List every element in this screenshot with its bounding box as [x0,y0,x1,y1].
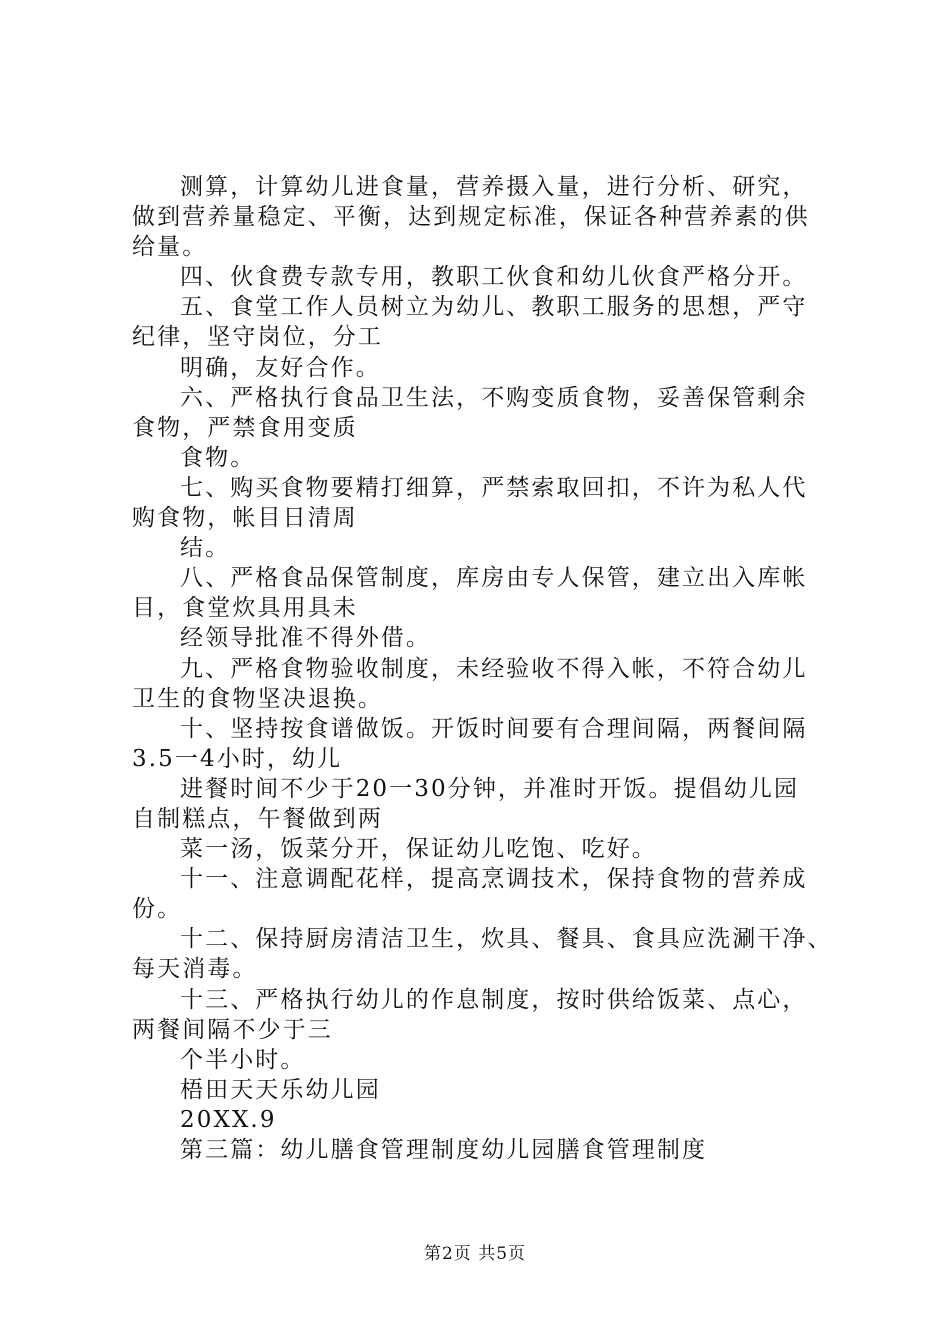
text-line: 每天消毒。 [132,956,258,983]
text-line: 两餐间隔不少于三 [132,1016,333,1043]
page-footer: 第2页 共5页 [423,1244,527,1264]
text-line: 测算，计算幼儿进食量，营养摄入量，进行分析、研究， [180,174,808,200]
text-line: 个半小时。 [180,1046,306,1073]
text-line: 食物，严禁食用变质 [132,414,358,441]
text-line: 做到营养量稳定、平衡，达到规定标准，保证各种营养素的供 [132,204,810,231]
text-line: 十一、注意调配花样，提高烹调技术，保持食物的营养成 [180,866,808,893]
document-body [132,172,852,1165]
text-line: 3.5一4小时，幼儿 [132,745,343,772]
text-line: 结。 [180,535,231,562]
text-line: 五、食堂工作人员树立为幼儿、教职工服务的思想，严守 [180,294,808,321]
text-line: 经领导批准不得外借。 [180,625,431,652]
text-line: 八、严格食品保管制度，库房由专人保管，建立出入库帐 [180,565,808,592]
text-line: 进餐时间不少于20一30分钟，并准时开饭。提倡幼儿园 [180,775,800,802]
text-line: 给量。 [132,234,208,261]
text-line: 食物。 [180,444,256,471]
text-line: 十、坚持按食谱做饭。开饭时间要有合理间隔，两餐间隔 [180,715,808,742]
text-line: 第三篇：幼儿膳食管理制度幼儿园膳食管理制度 [180,1137,708,1163]
text-line: 菜一汤，饭菜分开，保证幼儿吃饱、吃好。 [180,836,657,863]
text-line: 自制糕点，午餐做到两 [132,805,383,832]
text-line: 购食物，帐目日清周 [132,505,358,532]
text-line: 十三、严格执行幼儿的作息制度，按时供给饭菜、点心， [180,986,808,1013]
text-line: 卫生的食物坚决退换。 [132,685,383,712]
text-line: 六、严格执行食品卫生法，不购变质食物，妥善保管剩余 [180,384,808,411]
text-line: 明确，友好合作。 [180,354,381,381]
text-line: 九、严格食物验收制度，未经验收不得入帐，不符合幼儿 [180,655,808,682]
text-line: 纪律，坚守岗位，分工 [132,324,383,351]
text-line: 四、伙食费专款专用，教职工伙食和幼儿伙食严格分开。 [180,264,808,291]
text-line: 十二、保持厨房清洁卫生，炊具、餐具、食具应洗涮干净、 [180,926,833,953]
text-line: 20XX.9 [180,1106,277,1133]
text-line: 梧田天天乐幼儿园 [180,1076,381,1103]
text-line: 目，食堂炊具用具未 [132,595,358,622]
text-line: 七、购买食物要精打细算，严禁索取回扣，不许为私人代 [180,474,808,501]
text-line: 份。 [132,896,183,923]
